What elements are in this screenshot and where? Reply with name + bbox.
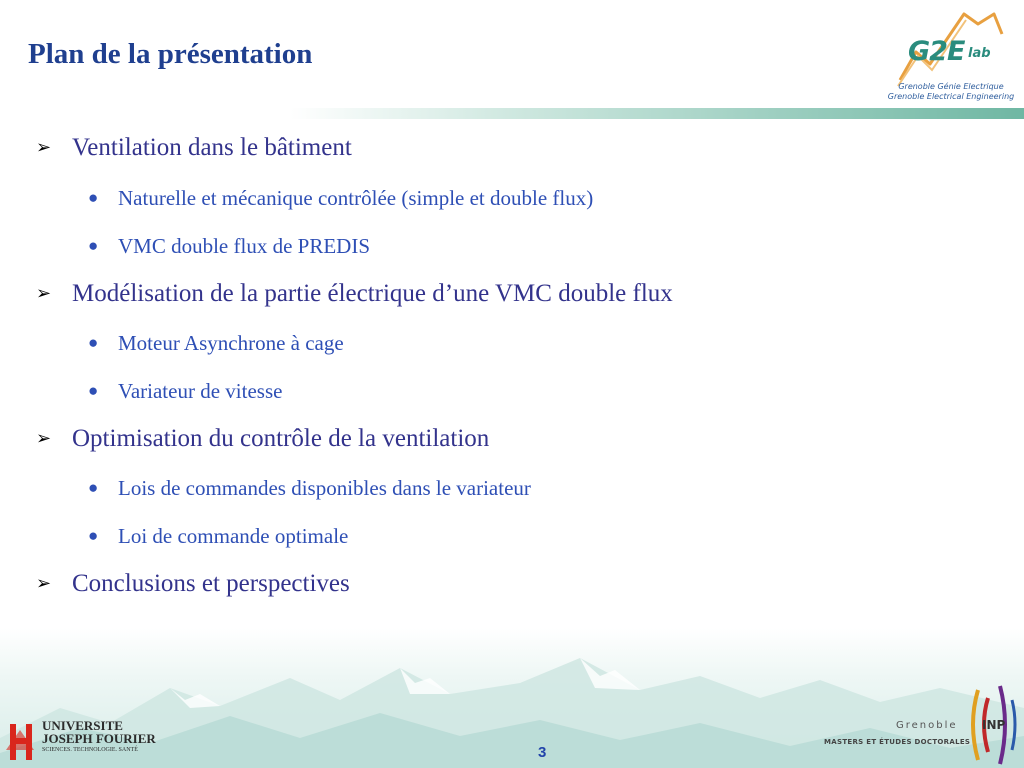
outline-subitem-text: Loi de commande optimale: [118, 524, 349, 548]
outline-item: [36, 570, 350, 598]
inp-city: Grenoble: [896, 720, 958, 731]
outline-subitem: [88, 331, 344, 356]
outline-subitem: [88, 234, 370, 259]
arrow-bullet-icon: ➢: [36, 283, 52, 304]
outline-item-text: Ventilation dans le bâtiment: [72, 134, 352, 161]
dot-bullet-icon: ●: [88, 526, 99, 545]
g2e-logo-line2: Grenoble Electrical Engineering: [887, 92, 1015, 101]
outline-subitem-text: Lois de commandes disponibles dans le variateur: [118, 476, 531, 500]
dot-bullet-icon: ●: [88, 188, 99, 207]
inp-tagline: MASTERS ET ÉTUDES DOCTORALES: [824, 738, 971, 746]
ujf-emblem-icon: [4, 720, 38, 764]
outline-item-text: Conclusions et perspectives: [72, 570, 350, 597]
outline-subitem-text: Naturelle et mécanique contrôlée (simple et double flux): [118, 186, 594, 210]
outline-subitem-text: Moteur Asynchrone à cage: [118, 331, 344, 355]
outline-subitem: [88, 476, 531, 501]
outline-subitem: [88, 186, 593, 211]
grenoble-inp-logo: [824, 680, 1024, 768]
slide-title: Plan de la présentation: [28, 38, 313, 70]
g2e-logo-line1: Grenoble Génie Electrique: [898, 82, 1004, 91]
universite-joseph-fourier-logo: [4, 716, 156, 764]
arrow-bullet-icon: ➢: [36, 137, 52, 158]
g2e-lab-logo: [878, 8, 1018, 104]
outline-subitem: [88, 524, 348, 549]
outline-subitem-text: VMC double flux de PREDIS: [118, 234, 370, 258]
ujf-line3: SCIENCES. TECHNOLOGIE. SANTÉ: [42, 747, 138, 753]
dot-bullet-icon: ●: [88, 333, 99, 352]
arrow-bullet-icon: ➢: [36, 428, 52, 449]
outline-subitem-text: Variateur de vitesse: [118, 379, 283, 403]
dot-bullet-icon: ●: [88, 236, 99, 255]
outline-item: [36, 134, 352, 162]
outline-item-text: Modélisation de la partie électrique d’une VMC double flux: [72, 280, 673, 307]
outline-item: [36, 280, 673, 308]
g2e-logo-name: G2E: [908, 36, 965, 67]
ujf-line1: UNIVERSITE: [42, 718, 123, 733]
title-divider: [290, 108, 1024, 119]
outline-item: [36, 425, 489, 453]
arrow-bullet-icon: ➢: [36, 573, 52, 594]
page-number: 3: [538, 744, 547, 761]
outline-subitem: [88, 379, 282, 404]
dot-bullet-icon: ●: [88, 381, 99, 400]
g2e-logo-lab: lab: [968, 46, 991, 61]
outline-item-text: Optimisation du contrôle de la ventilation: [72, 425, 490, 452]
dot-bullet-icon: ●: [88, 478, 99, 497]
inp-name: INP: [982, 718, 1006, 732]
ujf-line2: JOSEPH FOURIER: [42, 731, 156, 746]
